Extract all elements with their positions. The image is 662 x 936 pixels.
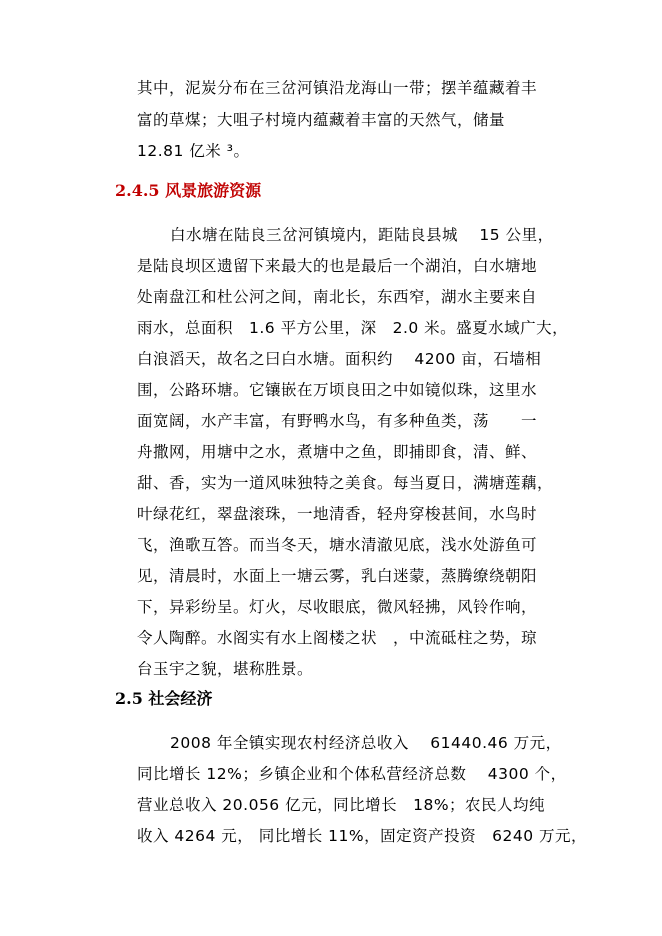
paragraph-line: 见，清晨时，水面上一塘云雾，乳白迷蒙，蒸腾缭绕朝阳 [137,567,538,585]
paragraph-line: 2008 年全镇实现农村经济总收入 61440.46 万元， [170,734,562,752]
paragraph-line: 下，异彩纷呈。灯火，尽收眼底，微风轻拂，风铃作响， [137,598,538,616]
paragraph-line: 台玉宇之貌，堪称胜景。 [137,660,314,678]
paragraph-line: 白水塘在陆良三岔河镇境内，距陆良县城 15 公里， [170,226,554,244]
paragraph-line: 面宽阔，水产丰富，有野鸭水鸟，有多种鱼类，荡 一 [137,412,538,430]
paragraph-line: 12.81 亿米 ³。 [137,142,250,160]
paragraph-line: 处南盘江和杜公河之间，南北长，东西窄，湖水主要来自 [137,288,538,306]
section-heading-2-5: 2.5 社会经济 [115,689,213,708]
paragraph-line: 雨水，总面积 1.6 平方公里，深 2.0 米。盛夏水域广大， [137,319,569,337]
paragraph-line: 富的草煤；大咀子村境内蕴藏着丰富的天然气，储量 [137,111,506,129]
paragraph-line: 叶绿花红，翠盘滚珠，一地清香，轻舟穿梭甚间，水鸟时 [137,505,538,523]
paragraph-line: 围，公路环塘。它镶嵌在万顷良田之中如镜似珠，这里水 [137,381,538,399]
paragraph-line: 飞，渔歌互答。而当冬天，塘水清澈见底，浅水处游鱼可 [137,536,538,554]
paragraph-line: 其中，泥炭分布在三岔河镇沿龙海山一带；摆羊蕴藏着丰 [137,79,538,97]
paragraph-line: 令人陶醉。水阁实有水上阁楼之状 ，中流砥柱之势，琼 [137,629,538,647]
section-heading-2-4-5: 2.4.5 风景旅游资源 [115,181,262,200]
paragraph-line: 同比增长 12%；乡镇企业和个体私营经济总数 4300 个， [137,765,567,783]
paragraph-line: 舟撒网，用塘中之水，煮塘中之鱼，即捕即食，清、鲜、 [137,443,538,461]
paragraph-line: 是陆良坝区遗留下来最大的也是最后一个湖泊，白水塘地 [137,257,538,275]
paragraph-line: 营业总收入 20.056 亿元，同比增长 18%；农民人均纯 [137,796,546,814]
paragraph-line: 收入 4264 元， 同比增长 11%，固定资产投资 6240 万元， [137,827,587,845]
paragraph-line: 甜、香，实为一道风味独特之美食。每当夏日，满塘莲藕， [137,474,554,492]
paragraph-line: 白浪滔天，故名之曰白水塘。面积约 4200 亩，石墙相 [137,350,542,368]
